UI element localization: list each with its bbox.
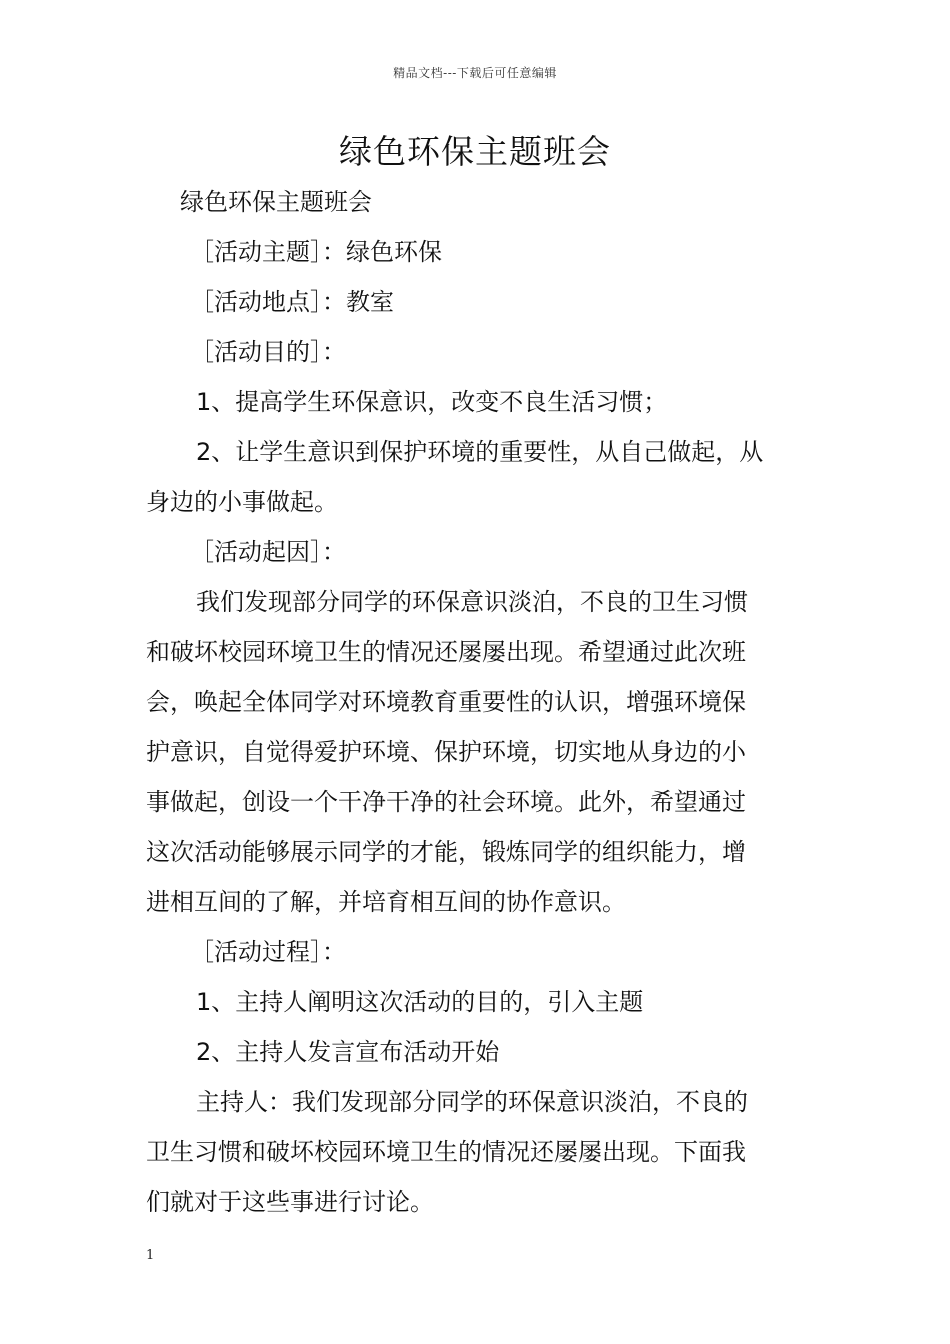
purpose-item-2-line-1: 2、让学生意识到保护环境的重要性，从自己做起，从 xyxy=(196,438,764,466)
cause-line-4: 护意识，自觉得爱护环境、保护环境，切实地从身边的小 xyxy=(146,738,746,766)
page-number: 1 xyxy=(146,1248,155,1263)
cause-line-1: 我们发现部分同学的环保意识淡泊，不良的卫生习惯 xyxy=(196,588,748,616)
activity-theme: ［活动主题］：绿色环保 xyxy=(190,238,442,266)
purpose-item-1: 1、提高学生环保意识，改变不良生活习惯； xyxy=(196,388,668,416)
document-body xyxy=(146,177,806,1227)
cause-line-6: 这次活动能够展示同学的才能，锻炼同学的组织能力，增 xyxy=(146,838,746,866)
header-note: 精品文档---下载后可任意编辑 xyxy=(393,66,557,80)
cause-line-3: 会，唤起全体同学对环境教育重要性的认识，增强环境保 xyxy=(146,688,746,716)
cause-line-5: 事做起，创设一个干净干净的社会环境。此外，希望通过 xyxy=(146,788,746,816)
process-item-1: 1、主持人阐明这次活动的目的，引入主题 xyxy=(196,988,644,1016)
process-item-2: 2、主持人发言宣布活动开始 xyxy=(196,1038,500,1066)
host-line-2: 卫生习惯和破坏校园环境卫生的情况还屡屡出现。下面我 xyxy=(146,1138,746,1166)
purpose-item-2-line-2: 身边的小事做起。 xyxy=(146,488,338,516)
purpose-heading: ［活动目的］： xyxy=(190,338,346,366)
activity-location: ［活动地点］：教室 xyxy=(190,288,394,316)
cause-line-2: 和破坏校园环境卫生的情况还屡屡出现。希望通过此次班 xyxy=(146,638,746,666)
host-line-1: 主持人：我们发现部分同学的环保意识淡泊，不良的 xyxy=(196,1088,748,1116)
subtitle: 绿色环保主题班会 xyxy=(180,188,372,216)
cause-heading: ［活动起因］： xyxy=(190,538,346,566)
cause-line-7: 进相互间的了解，并培育相互间的协作意识。 xyxy=(146,888,626,916)
process-heading: ［活动过程］： xyxy=(190,938,346,966)
host-line-3: 们就对于这些事进行讨论。 xyxy=(146,1188,434,1216)
document-title: 绿色环保主题班会 xyxy=(339,132,611,171)
